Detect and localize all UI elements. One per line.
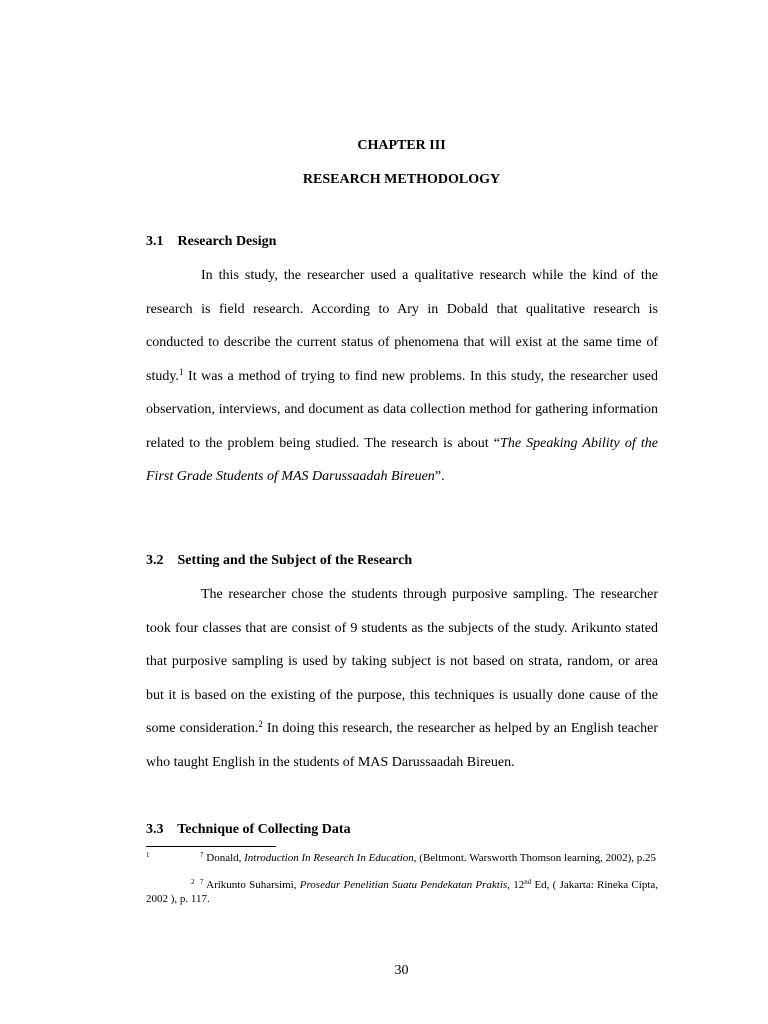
footnote-details: Ed, ( Jakarta: Rineka Cipta, 2002 ), p. 117. xyxy=(146,879,659,905)
footnote-title: Prosedur Penelitian Suatu Pendekatan Praktis xyxy=(299,879,508,891)
section-title: Setting and the Subject of the Research xyxy=(177,553,413,568)
footnote-details: , 12 xyxy=(507,879,525,891)
footnote-sub-marker: 7 xyxy=(200,851,204,859)
footnote-number: 2 xyxy=(191,878,195,886)
section-number: 3.1 xyxy=(146,234,164,249)
paragraph-research-design xyxy=(146,259,658,494)
footnote-author: Donald, xyxy=(203,852,245,864)
section-title: Research Design xyxy=(177,234,277,249)
page-number: 30 xyxy=(394,963,409,978)
section-heading-3-3 xyxy=(146,822,351,838)
paragraph-text: ”. xyxy=(434,469,445,484)
footnote-ordinal: nd xyxy=(524,878,532,886)
footnote-separator xyxy=(146,846,276,847)
section-title: Technique of Collecting Data xyxy=(177,822,351,837)
section-number: 3.2 xyxy=(146,553,164,568)
footnote-2 xyxy=(146,878,658,906)
paragraph-text: In this study, the researcher used a qualitative research while the kind of the research is field research. According to Ary in Dobald that qualitative research is conducted to describe the current status of phenomena that will exist at the same time of study. xyxy=(146,268,658,384)
paragraph-text: The researcher chose the students through purposive sampling. The researcher took four classes that are consist of 9 students as the subjects of the study. Arikunto stated that purposive sampling is used by taking subject is not based on strata, random, or area but it is based on the existing of the purpose, this techniques is usually done cause of the some consideration. xyxy=(146,587,658,736)
paragraph-setting-subject xyxy=(146,578,658,779)
footnote-title: Introduction In Research In Education, xyxy=(244,852,417,864)
research-title: The Speaking Ability of the First Grade Students of MAS Darussaadah Bireuen xyxy=(146,435,658,484)
footnote-details: (Beltmont. Warsworth Thomson learning, 2002), p.25 xyxy=(416,852,657,864)
chapter-label: CHAPTER III xyxy=(357,138,446,153)
section-heading-3-2 xyxy=(146,553,412,569)
section-number: 3.3 xyxy=(146,822,164,837)
footnote-author: Arikunto Suharsimi, xyxy=(203,879,300,891)
footnote-1 xyxy=(146,851,658,865)
paragraph-text: In doing this research, the researcher as helped by an English teacher who taught English in the students of MAS Darussaadah Bireuen. xyxy=(146,721,658,770)
footnote-reference: 2 xyxy=(258,719,263,729)
footnote-reference: 1 xyxy=(178,366,184,377)
footnote-number: 1 xyxy=(146,851,150,859)
footnote-marker xyxy=(146,878,200,892)
chapter-title: RESEARCH METHODOLOGY xyxy=(302,172,501,187)
paragraph-text: It was a method of trying to find new problems. In this study, the researcher used observation, interviews, and document as data collection method for gathering information related to the problem being studied. The research is about “ xyxy=(146,368,658,451)
section-heading-3-1 xyxy=(146,234,276,250)
footnote-sub-marker: 7 xyxy=(200,878,204,886)
footnote-marker xyxy=(146,851,200,865)
